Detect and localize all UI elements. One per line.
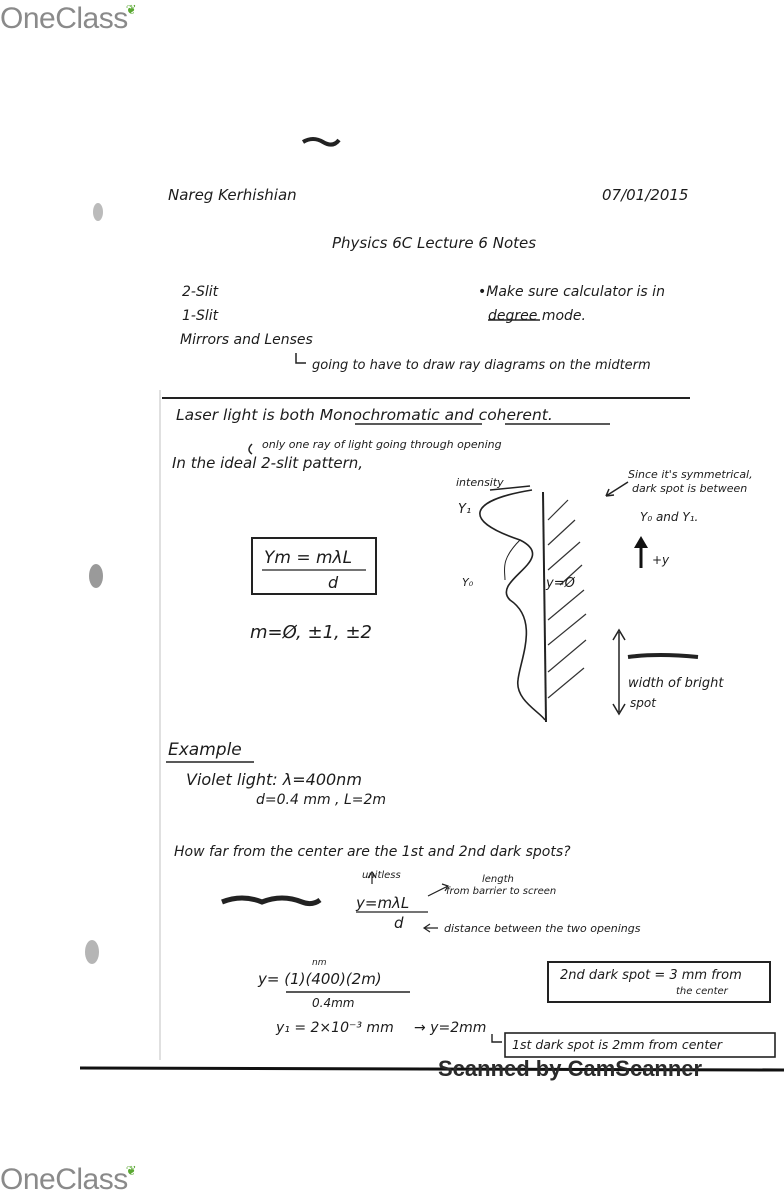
example-question: How far from the center are the 1st and 2nd dark spots? xyxy=(174,844,571,860)
distance-label: distance between the two openings xyxy=(444,922,641,935)
example-equation-top: y=mλL xyxy=(356,894,410,912)
width-label-1: width of bright xyxy=(628,676,724,691)
m-values: m=Ø, ±1, ±2 xyxy=(250,622,373,643)
plus-y-label: +y xyxy=(652,553,670,567)
topic-1-slit: 1-Slit xyxy=(182,308,219,324)
formula-numerator: Ym = mλL xyxy=(264,548,353,568)
y1-label: Y₁ xyxy=(458,502,472,517)
y0-label: Y₀ xyxy=(462,576,474,589)
ideal-pattern-heading: In the ideal 2-slit pattern, xyxy=(172,454,364,472)
symmetric-note-2: dark spot is between xyxy=(632,482,748,495)
example-heading: Example xyxy=(168,740,242,760)
length-label-2: from barrier to screen xyxy=(446,886,557,897)
midterm-note: going to have to draw ray diagrams on the midterm xyxy=(312,358,651,373)
author-name: Nareg Kerhishian xyxy=(168,186,297,204)
width-label-2: spot xyxy=(630,696,656,710)
answer-second-dark-spot-2: the center xyxy=(676,986,728,997)
y1-result: y₁ = 2×10⁻³ mm xyxy=(276,1020,394,1036)
length-label-1: length xyxy=(482,874,514,885)
punch-hole-mark xyxy=(89,564,103,588)
calc-denominator: 0.4mm xyxy=(312,996,355,1010)
answer-first-dark-spot: 1st dark spot is 2mm from center xyxy=(512,1037,723,1052)
punch-hole-mark xyxy=(93,203,103,221)
intensity-label: intensity xyxy=(456,476,504,489)
unitless-label: unitless xyxy=(362,870,401,881)
laser-note: only one ray of light going through opening xyxy=(262,438,502,451)
example-equation-bottom: d xyxy=(394,914,404,932)
violet-light-line: Violet light: λ=400nm xyxy=(186,770,362,789)
camscanner-watermark: Scanned by CamScanner xyxy=(438,1056,703,1081)
punch-hole-mark xyxy=(85,940,99,964)
topic-2-slit: 2-Slit xyxy=(182,284,219,300)
answer-second-dark-spot-1: 2nd dark spot = 3 mm from xyxy=(560,968,742,983)
y-result: → y=2mm xyxy=(414,1020,487,1036)
symmetric-note-1: Since it's symmetrical, xyxy=(628,468,753,481)
calc-numerator: y= (1)(400)(2m) xyxy=(258,970,382,988)
page-title: Physics 6C Lecture 6 Notes xyxy=(332,234,537,252)
topic-mirrors-lenses: Mirrors and Lenses xyxy=(180,332,313,348)
calculator-reminder-line1: •Make sure calculator is in xyxy=(478,284,665,300)
scribble-mark xyxy=(303,139,339,145)
formula-denominator: d xyxy=(328,573,339,592)
laser-statement: Laser light is both Monochromatic and coherent. xyxy=(176,406,553,424)
note-date: 07/01/2015 xyxy=(602,186,689,204)
center-label: y=Ø xyxy=(546,576,575,591)
calc-nm-label: nm xyxy=(312,958,327,968)
symmetric-note-3: Y₀ and Y₁. xyxy=(640,510,699,524)
oneclass-logo-top: OneClass❦ xyxy=(0,2,137,35)
oneclass-logo-bottom: OneClass❦ xyxy=(0,1163,137,1196)
parameters-line: d=0.4 mm , L=2m xyxy=(256,792,387,808)
calculator-reminder-line2: degree mode. xyxy=(488,308,586,324)
